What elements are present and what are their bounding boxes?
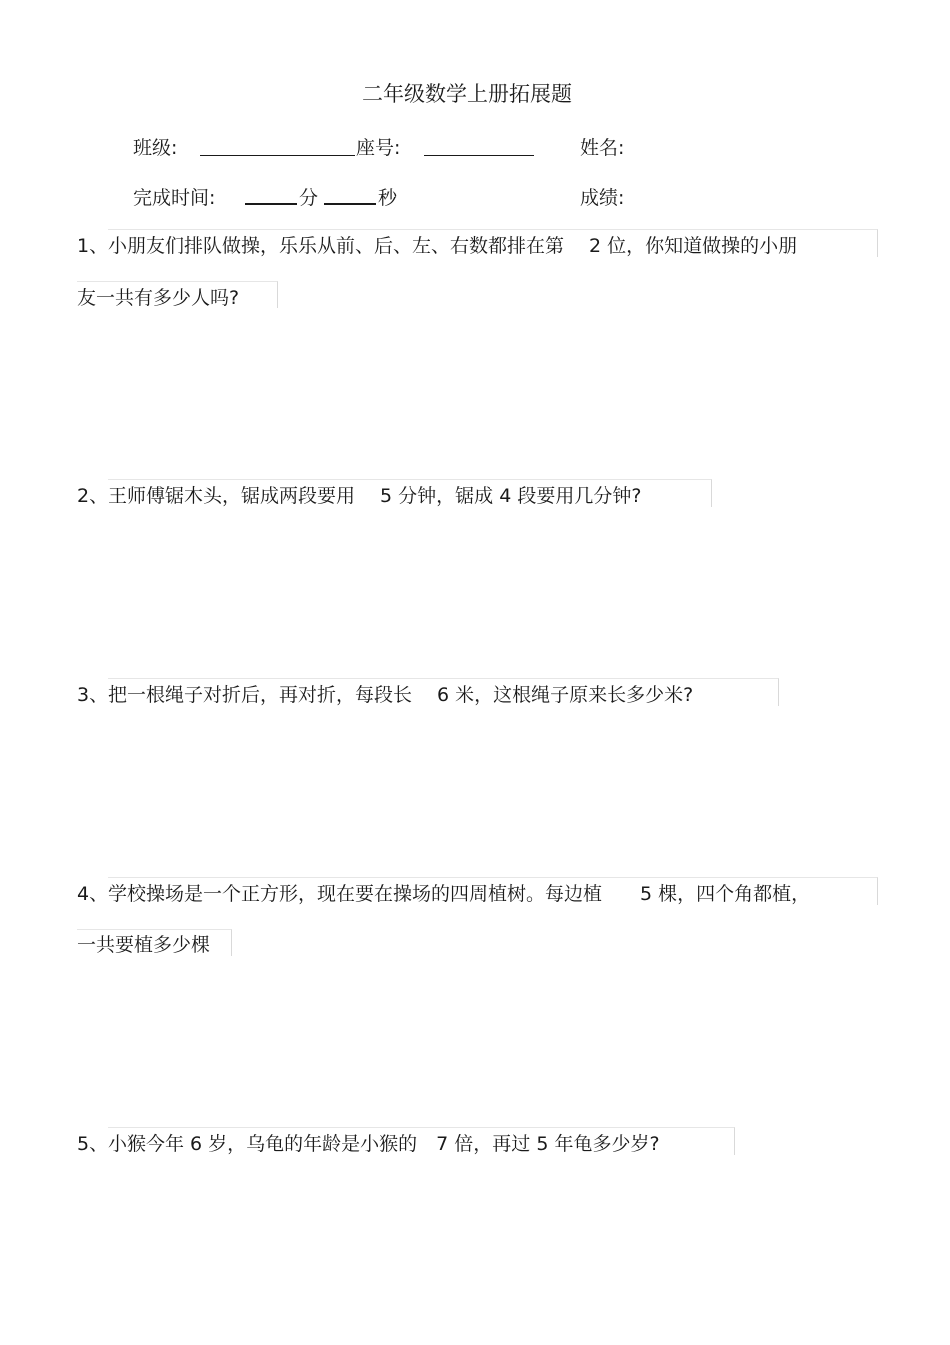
question-text: 王师傅锯木头，锯成两段要用 5 分钟，锯成 4 段要用几分钟?	[108, 485, 642, 507]
minute-blank[interactable]	[245, 203, 297, 205]
class-blank[interactable]	[200, 155, 355, 156]
question-number: 4、	[77, 883, 109, 905]
question-number: 3、	[77, 684, 109, 706]
second-blank[interactable]	[324, 203, 376, 205]
question-text: 小朋友们排队做操，乐乐从前、后、左、右数都排在第 2 位，你知道做操的小朋	[108, 235, 798, 257]
seat-label: 座号:	[356, 137, 401, 159]
question-number: 1、	[77, 235, 109, 257]
question-text-continued: 一共要植多少棵	[77, 934, 211, 956]
score-label: 成绩:	[580, 187, 625, 209]
question-number: 5、	[77, 1133, 109, 1155]
page-title: 二年级数学上册拓展题	[362, 82, 572, 106]
question-number: 2、	[77, 485, 109, 507]
question-text: 学校操场是一个正方形，现在要在操场的四周植树。每边植 5 棵，四个角都植，	[108, 883, 811, 905]
class-label: 班级:	[133, 137, 178, 159]
question-text: 把一根绳子对折后，再对折，每段长 6 米，这根绳子原来长多少米?	[108, 684, 694, 706]
question-text-continued: 友一共有多少人吗?	[77, 287, 240, 309]
seat-blank[interactable]	[424, 155, 534, 156]
question-text: 小猴今年 6 岁，乌龟的年龄是小猴的 7 倍，再过 5 年龟多少岁?	[108, 1133, 660, 1155]
time-label: 完成时间:	[133, 187, 216, 209]
second-label: 秒	[378, 187, 398, 209]
minute-label: 分	[299, 187, 319, 209]
name-label: 姓名:	[580, 137, 625, 159]
